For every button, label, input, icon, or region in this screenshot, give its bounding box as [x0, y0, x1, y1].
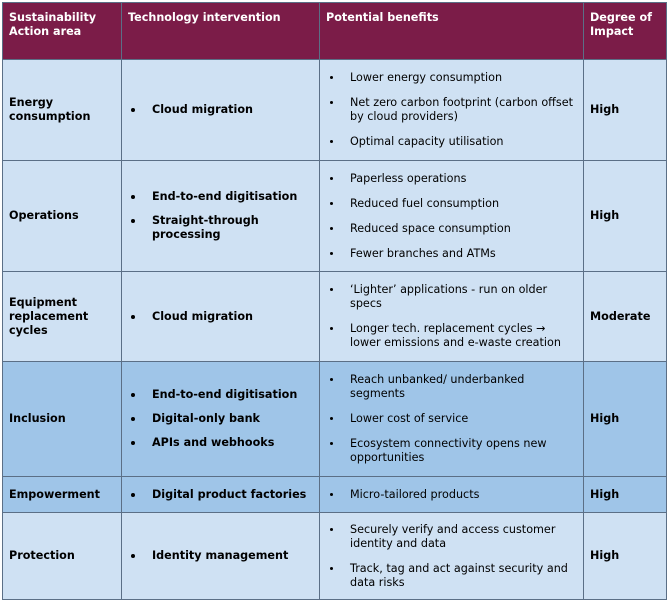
benefit-item: Net zero carbon footprint (carbon offset by cloud providers): [326, 96, 577, 124]
row-tech: [122, 477, 320, 513]
benefit-item: Ecosystem connectivity opens new opportunities: [326, 437, 577, 465]
header-tech: Technology intervention: [122, 3, 320, 60]
tech-item: Cloud migration: [128, 310, 313, 324]
table-header-row: [3, 3, 667, 60]
row-area: Equipment replacement cycles: [3, 272, 122, 362]
row-area: Protection: [3, 513, 122, 600]
tech-item: Digital-only bank: [128, 412, 313, 426]
benefit-item: Paperless operations: [326, 172, 577, 186]
tech-item: Digital product factories: [128, 488, 313, 502]
row-area: Empowerment: [3, 477, 122, 513]
tech-item: APIs and webhooks: [128, 436, 313, 450]
benefit-item: Securely verify and access customer identity and data: [326, 523, 577, 551]
sustainability-table: [2, 2, 667, 600]
row-impact: High: [584, 513, 667, 600]
benefit-item: Longer tech. replacement cycles → lower emissions and e-waste creation: [326, 322, 577, 350]
row-benefits: [320, 60, 584, 161]
row-impact: High: [584, 362, 667, 477]
table-row: [3, 161, 667, 272]
table-row: [3, 513, 667, 600]
table-row: [3, 272, 667, 362]
header-benefits: Potential benefits: [320, 3, 584, 60]
benefit-item: Lower energy consumption: [326, 71, 577, 85]
row-area: Inclusion: [3, 362, 122, 477]
row-benefits: [320, 477, 584, 513]
tech-item: Cloud migration: [128, 103, 313, 117]
row-benefits: [320, 272, 584, 362]
table-row: [3, 60, 667, 161]
row-tech: [122, 161, 320, 272]
tech-item: Straight-through processing: [128, 214, 313, 242]
benefit-item: Reach unbanked/ underbanked segments: [326, 373, 577, 401]
header-impact: Degree of Impact: [584, 3, 667, 60]
tech-item: Identity management: [128, 549, 313, 563]
benefit-item: Optimal capacity utilisation: [326, 135, 577, 149]
row-area: Energy consumption: [3, 60, 122, 161]
tech-item: End-to-end digitisation: [128, 388, 313, 402]
benefit-item: Fewer branches and ATMs: [326, 247, 577, 261]
benefit-item: Lower cost of service: [326, 412, 577, 426]
row-tech: [122, 362, 320, 477]
benefit-item: Track, tag and act against security and data risks: [326, 562, 577, 590]
row-benefits: [320, 161, 584, 272]
benefit-item: Reduced space consumption: [326, 222, 577, 236]
row-area: Operations: [3, 161, 122, 272]
table-row: [3, 477, 667, 513]
benefit-item: Micro-tailored products: [326, 488, 577, 502]
row-tech: [122, 513, 320, 600]
header-area: Sustainability Action area: [3, 3, 122, 60]
row-benefits: [320, 513, 584, 600]
row-tech: [122, 272, 320, 362]
row-impact: Moderate: [584, 272, 667, 362]
row-tech: [122, 60, 320, 161]
row-impact: High: [584, 477, 667, 513]
row-impact: High: [584, 161, 667, 272]
row-impact: High: [584, 60, 667, 161]
benefit-item: Reduced fuel consumption: [326, 197, 577, 211]
row-benefits: [320, 362, 584, 477]
table-row: [3, 362, 667, 477]
benefit-item: ‘Lighter’ applications - run on older specs: [326, 283, 577, 311]
tech-item: End-to-end digitisation: [128, 190, 313, 204]
